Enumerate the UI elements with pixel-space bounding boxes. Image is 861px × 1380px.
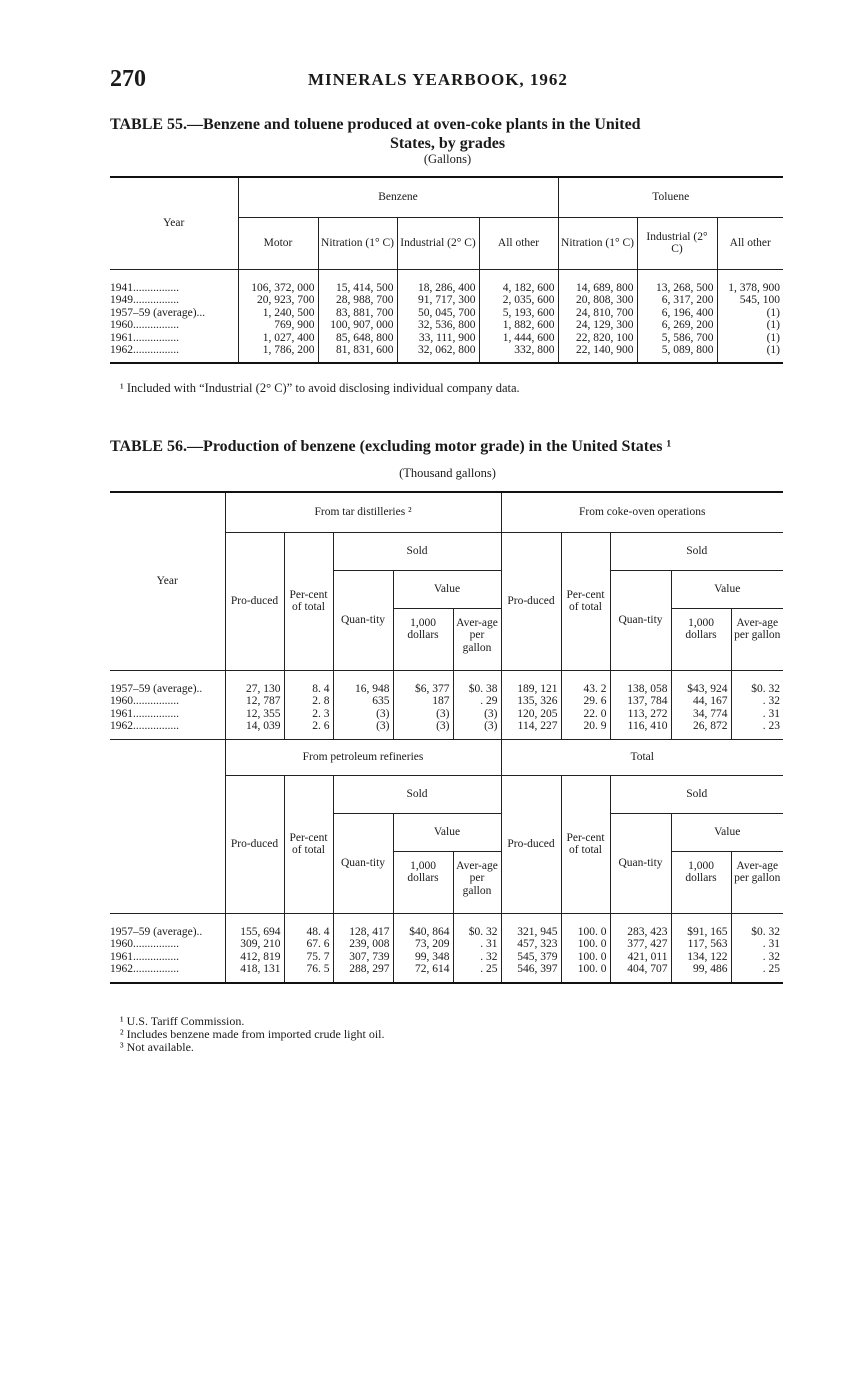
table55-col-header: All other <box>479 217 558 269</box>
table55-cell: 1, 786, 200 <box>238 344 318 363</box>
table56-cell: 20. 9 <box>561 720 610 739</box>
table55-row <box>110 332 783 345</box>
table56-cell: (3) <box>393 708 453 721</box>
table56-cell: . 32 <box>731 695 783 708</box>
table56-percent-header: Per-cent of total <box>284 775 333 913</box>
table55-row <box>110 344 783 363</box>
table56-cell: (3) <box>393 720 453 739</box>
table55-cell: 14, 689, 800 <box>558 269 637 294</box>
table56-value-header: Value <box>671 570 783 608</box>
table56-cell: 116, 410 <box>610 720 671 739</box>
table56-cell: . 31 <box>731 938 783 951</box>
table56-cell: . 29 <box>453 695 501 708</box>
table56-cell: . 32 <box>731 951 783 964</box>
table55-year: 1949................ <box>110 294 179 306</box>
table55-cell: 85, 648, 800 <box>318 332 397 345</box>
table56 <box>110 491 783 984</box>
table55-col-header: Nitration (1° C) <box>318 217 397 269</box>
table55-cell: 50, 045, 700 <box>397 307 479 320</box>
table56-cell: . 32 <box>453 951 501 964</box>
table55-col-header: Industrial (2° C) <box>397 217 479 269</box>
table56-cell: . 25 <box>731 963 783 983</box>
table56-value-header: Value <box>393 813 501 851</box>
table56-produced-header: Pro-duced <box>225 775 284 913</box>
table56-cell: 155, 694 <box>225 913 284 938</box>
table56-cell: . 31 <box>453 938 501 951</box>
table55-cell: 32, 062, 800 <box>397 344 479 363</box>
table56-part1-right-group: From coke-oven operations <box>501 492 783 532</box>
table56-cell: 12, 355 <box>225 708 284 721</box>
table56-cell: $0. 32 <box>453 913 501 938</box>
table55-col-header: Nitration (1° C) <box>558 217 637 269</box>
table56-cell: 29. 6 <box>561 695 610 708</box>
table56-produced-header: Pro-duced <box>501 532 561 670</box>
table56-cell: 2. 6 <box>284 720 333 739</box>
table55-cell: 22, 820, 100 <box>558 332 637 345</box>
table56-cell: . 23 <box>731 720 783 739</box>
table56-row <box>110 695 783 708</box>
table56-cell: 321, 945 <box>501 913 561 938</box>
table55-row <box>110 319 783 332</box>
table56-cell: 99, 348 <box>393 951 453 964</box>
table55-cell: 5, 586, 700 <box>637 332 717 345</box>
table55-cell: 769, 900 <box>238 319 318 332</box>
table56-cell: 307, 739 <box>333 951 393 964</box>
table56-row <box>110 963 783 983</box>
table56-part1-left-group: From tar distilleries ² <box>225 492 501 532</box>
table56-year: 1957–59 (average).. <box>110 925 203 938</box>
table56-cell: 76. 5 <box>284 963 333 983</box>
table55-toluene-header: Toluene <box>558 177 783 217</box>
table56-cell: $0. 38 <box>453 670 501 695</box>
table56-cell: 288, 297 <box>333 963 393 983</box>
table56-dollars-header: 1,000 dollars <box>671 608 731 670</box>
table56-footnote-2: ² Includes benzene made from imported crude light oil. <box>120 1027 385 1041</box>
table56-year: 1957–59 (average).. <box>110 682 203 695</box>
table55-cell: 1, 240, 500 <box>238 307 318 320</box>
table56-cell: 73, 209 <box>393 938 453 951</box>
table56-cell: $91, 165 <box>671 913 731 938</box>
table55-cell: 28, 988, 700 <box>318 294 397 307</box>
table56-part2-right-group: Total <box>501 739 783 775</box>
table55-caption <box>110 115 785 153</box>
table56-sold-header: Sold <box>610 775 783 813</box>
table56-cell: 16, 948 <box>333 670 393 695</box>
table56-cell: $0. 32 <box>731 913 783 938</box>
table56-percent-header: Per-cent of total <box>561 532 610 670</box>
table56-cell: 283, 423 <box>610 913 671 938</box>
table56-cell: 48. 4 <box>284 913 333 938</box>
table56-cell: 100. 0 <box>561 963 610 983</box>
table56-cell: 545, 379 <box>501 951 561 964</box>
table56-year: 1961................ <box>110 950 179 963</box>
table55-cell: 83, 881, 700 <box>318 307 397 320</box>
table56-value-header: Value <box>671 813 783 851</box>
table56-year: 1960................ <box>110 695 179 707</box>
table56-cell: 189, 121 <box>501 670 561 695</box>
table56-year-spacer <box>110 739 225 913</box>
table56-cell: $6, 377 <box>393 670 453 695</box>
table55-cell: 13, 268, 500 <box>637 269 717 294</box>
table55-cell: 545, 100 <box>717 294 783 307</box>
table56-group-header-row <box>110 492 783 532</box>
table56-row <box>110 708 783 721</box>
table55-year: 1960................ <box>110 319 179 331</box>
table56-cell: 14, 039 <box>225 720 284 739</box>
table55-cell: 332, 800 <box>479 344 558 363</box>
table56-year: 1962................ <box>110 720 225 739</box>
table56-cell: 44, 167 <box>671 695 731 708</box>
table55-year: 1957–59 (average)... <box>110 306 206 319</box>
table56-cell: 43. 2 <box>561 670 610 695</box>
running-head <box>110 66 782 96</box>
table55-row <box>110 307 783 320</box>
table55-caption-line1: TABLE 55.—Benzene and toluene produced at oven-coke plants in the United <box>110 116 641 133</box>
table56-cell: 113, 272 <box>610 708 671 721</box>
table55-cell: 1, 882, 600 <box>479 319 558 332</box>
table56-dollars-header: 1,000 dollars <box>671 851 731 913</box>
table55-cell: 32, 536, 800 <box>397 319 479 332</box>
table55-cell: 1, 027, 400 <box>238 332 318 345</box>
table56-year: 1961................ <box>110 707 179 720</box>
table55-cell: 91, 717, 300 <box>397 294 479 307</box>
table56-cell: 117, 563 <box>671 938 731 951</box>
table56-cell: 457, 323 <box>501 938 561 951</box>
table56-cell: 75. 7 <box>284 951 333 964</box>
table55-year: 1941................ <box>110 281 179 294</box>
table55-cell: 24, 129, 300 <box>558 319 637 332</box>
table56-average-header: Aver-age per gallon <box>453 851 501 913</box>
table55-year-header: Year <box>110 177 238 269</box>
book-title: MINERALS YEARBOOK, 1962 <box>308 70 568 89</box>
table56-value-header: Value <box>393 570 501 608</box>
table56-average-header: Aver-age per gallon <box>731 851 783 913</box>
table56-cell: 100. 0 <box>561 913 610 938</box>
table56-cell: 404, 707 <box>610 963 671 983</box>
table55-footnote: ¹ Included with “Industrial (2° C)” to avoid disclosing individual company data. <box>120 381 520 395</box>
table56-footnote-3: ³ Not available. <box>120 1040 194 1054</box>
table56-row <box>110 720 783 739</box>
table56-year-header: Year <box>110 492 225 670</box>
table55-cell: 33, 111, 900 <box>397 332 479 345</box>
table56-cell: 27, 130 <box>225 670 284 695</box>
table55-year: 1961................ <box>110 331 179 344</box>
table55-cell: (1) <box>717 332 783 345</box>
table56-dollars-header: 1,000 dollars <box>393 608 453 670</box>
table56-row <box>110 670 783 695</box>
table55-cell: 5, 193, 600 <box>479 307 558 320</box>
table55-cell: 4, 182, 600 <box>479 269 558 294</box>
table56-cell: 100. 0 <box>561 938 610 951</box>
table56-percent-header: Per-cent of total <box>284 532 333 670</box>
table56-cell: (3) <box>333 720 393 739</box>
table55-benzene-header: Benzene <box>238 177 558 217</box>
table56-cell: 635 <box>333 695 393 708</box>
table56-cell: 2. 3 <box>284 708 333 721</box>
table56-produced-header: Pro-duced <box>501 775 561 913</box>
table55 <box>110 176 783 364</box>
page-number: 270 <box>110 66 146 92</box>
table55-col-header: All other <box>717 217 783 269</box>
table56-cell: 2. 8 <box>284 695 333 708</box>
table56-part2-left-group: From petroleum refineries <box>225 739 501 775</box>
table55-cell: 1, 378, 900 <box>717 269 783 294</box>
table55-cell: 2, 035, 600 <box>479 294 558 307</box>
table56-cell: 26, 872 <box>671 720 731 739</box>
table55-cell: 22, 140, 900 <box>558 344 637 363</box>
table56-cell: $43, 924 <box>671 670 731 695</box>
table55-cell: 1, 444, 600 <box>479 332 558 345</box>
table55-unit: (Gallons) <box>423 152 472 166</box>
table56-footnotes <box>120 1015 385 1054</box>
table56-cell: 120, 205 <box>501 708 561 721</box>
table56-cell: $40, 864 <box>393 913 453 938</box>
table56-cell: . 25 <box>453 963 501 983</box>
table56-quantity-header: Quan-tity <box>610 813 671 913</box>
table55-cell: 106, 372, 000 <box>238 269 318 294</box>
table55-col-header: Motor <box>238 217 318 269</box>
table56-year: 1962................ <box>110 963 225 983</box>
table56-average-header: Aver-age per gallon <box>453 608 501 670</box>
table56-cell: 135, 326 <box>501 695 561 708</box>
table56-cell: 239, 008 <box>333 938 393 951</box>
table56-quantity-header: Quan-tity <box>610 570 671 670</box>
table56-row <box>110 938 783 951</box>
table56-cell: (3) <box>453 720 501 739</box>
table56-caption: TABLE 56.—Production of benzene (excluding motor grade) in the United States ¹ <box>110 438 672 455</box>
table56-cell: 134, 122 <box>671 951 731 964</box>
table55-cell: 15, 414, 500 <box>318 269 397 294</box>
table56-cell: 34, 774 <box>671 708 731 721</box>
table56-row <box>110 951 783 964</box>
table55-cell: 100, 907, 000 <box>318 319 397 332</box>
table56-cell: 421, 011 <box>610 951 671 964</box>
table56-cell: 138, 058 <box>610 670 671 695</box>
table56-footnote-1: ¹ U.S. Tariff Commission. <box>120 1014 245 1028</box>
table56-sold-header: Sold <box>610 532 783 570</box>
table56-cell: . 31 <box>731 708 783 721</box>
table56-cell: 377, 427 <box>610 938 671 951</box>
table56-cell: 546, 397 <box>501 963 561 983</box>
table55-cell: 81, 831, 600 <box>318 344 397 363</box>
table55-cell: 6, 269, 200 <box>637 319 717 332</box>
table56-cell: 137, 784 <box>610 695 671 708</box>
table55-cell: (1) <box>717 319 783 332</box>
table56-cell: 100. 0 <box>561 951 610 964</box>
table56-cell: 22. 0 <box>561 708 610 721</box>
table56-cell: (3) <box>333 708 393 721</box>
table56-produced-header: Pro-duced <box>225 532 284 670</box>
table56-sold-header: Sold <box>333 532 501 570</box>
table56-cell: 99, 486 <box>671 963 731 983</box>
table56-average-header: Aver-age per gallon <box>731 608 783 670</box>
table56-unit: (Thousand gallons) <box>399 466 496 480</box>
table56-sold-header: Sold <box>333 775 501 813</box>
table55-cell: 6, 196, 400 <box>637 307 717 320</box>
table55-cell: (1) <box>717 307 783 320</box>
table56-group-header-row <box>110 739 783 775</box>
table55-cell: 20, 808, 300 <box>558 294 637 307</box>
table55-cell: 6, 317, 200 <box>637 294 717 307</box>
table56-quantity-header: Quan-tity <box>333 570 393 670</box>
table56-cell: 67. 6 <box>284 938 333 951</box>
table56-cell: $0. 32 <box>731 670 783 695</box>
table56-cell: 418, 131 <box>225 963 284 983</box>
table56-cell: 114, 227 <box>501 720 561 739</box>
table56-cell: 72, 614 <box>393 963 453 983</box>
table55-cell: 5, 089, 800 <box>637 344 717 363</box>
table56-cell: 412, 819 <box>225 951 284 964</box>
table56-quantity-header: Quan-tity <box>333 813 393 913</box>
table56-cell: 128, 417 <box>333 913 393 938</box>
table55-cell: (1) <box>717 344 783 363</box>
table56-year: 1960................ <box>110 938 179 950</box>
table56-cell: 12, 787 <box>225 695 284 708</box>
table56-row <box>110 913 783 938</box>
table55-caption-line2: States, by grades <box>389 135 506 152</box>
table55-year: 1962................ <box>110 344 238 363</box>
table56-dollars-header: 1,000 dollars <box>393 851 453 913</box>
table56-percent-header: Per-cent of total <box>561 775 610 913</box>
table55-row <box>110 294 783 307</box>
table56-cell: 8. 4 <box>284 670 333 695</box>
table55-col-header: Industrial (2° C) <box>637 217 717 269</box>
table56-cell: 309, 210 <box>225 938 284 951</box>
table55-cell: 18, 286, 400 <box>397 269 479 294</box>
table55-cell: 24, 810, 700 <box>558 307 637 320</box>
table55-row <box>110 269 783 294</box>
table56-cell: 187 <box>393 695 453 708</box>
table56-cell: (3) <box>453 708 501 721</box>
table55-cell: 20, 923, 700 <box>238 294 318 307</box>
